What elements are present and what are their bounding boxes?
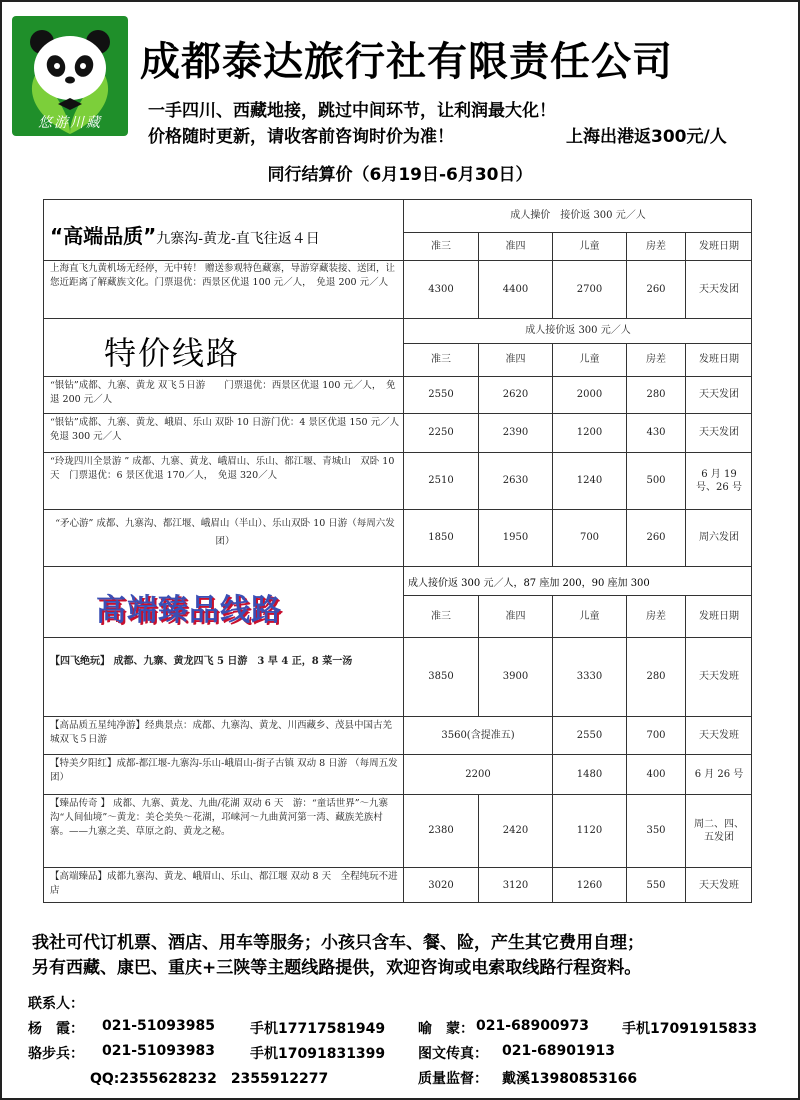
contact2-tel: 021-68900973 [476,1018,589,1034]
section1-title-rest: 九寨沟-黄龙-直飞往返４日 [156,231,320,247]
section3-row3-child: 1480 [576,768,603,780]
section3-header-zhun4: 准四 [505,610,526,622]
section1-header-date: 发班日期 [699,240,739,252]
logo-text: 悠游川藏 [38,115,102,131]
section1-price-note: 成人操价 接价返 300 元／人 [510,210,646,222]
section2-row1-desc: “银钻”成都、九寨、黄龙 双飞５日游 门票退优：西景区优退 100 元／人， 免退 200 元／人 [50,380,396,405]
section3-header-room: 房差 [646,610,666,622]
section2-row3-child: 1240 [576,475,603,487]
section2-row2-zhun4: 2390 [502,427,529,439]
section2-row2-date: 天天发团 [699,427,739,439]
section1-row1-zhun3: 4300 [428,283,454,295]
section2-row2-room: 430 [646,427,666,439]
section3-row5-desc: 【高端臻品】成都九寨沟、黄龙、峨眉山、乐山、都江堰 双动 8 天 全程纯玩不进店 [50,871,398,896]
company-title: 成都泰达旅行社有限责任公司 [140,38,673,85]
section2-row3-date: 6 月 19 号、26 号 [696,468,742,493]
section1-row1-child: 2700 [576,283,603,295]
section2-row2-desc: “银钻”成都、九寨、黄龙、峨眉、乐山 双卧 10 日游门优：4 景区优退 150 元／人免退 300 元／人 [50,417,400,442]
section1-row1-zhun4: 4400 [502,283,529,295]
section3-title: 高端臻品线路 [96,593,282,628]
section3-row4-zhun3: 2380 [428,825,454,837]
section2-row4-date: 周六发团 [699,532,739,544]
contact3-name: 骆步兵： [28,1046,84,1062]
section3-row4-child: 1120 [576,825,603,837]
contacts-label: 联系人： [28,996,84,1012]
section3-row3-room: 400 [646,768,666,780]
fax-label: 图文传真： [418,1046,488,1062]
section3-row2-desc: 【高品质五星纯净游】经典景点：成都、九寨沟、黄龙、川西藏乡、茂县中国古羌城双飞５日游 [50,720,393,745]
section2-header-room: 房差 [646,354,666,366]
footer-line1: 我社可代订机票、酒店、用车等服务；小孩只含车、餐、险，产生其它费用自理； [32,933,644,953]
section3-row1-date: 天天发班 [699,671,739,683]
section2-header-date: 发班日期 [699,354,739,366]
section3-row2-room: 700 [646,729,666,741]
section2-row1-child: 2000 [576,389,603,401]
section1-header-zhun4: 准四 [505,240,526,252]
contact3-mobile: 手机17091831399 [250,1046,386,1062]
section3-row4-desc: 【臻品传奇 】 成都、九寨、黄龙、九曲/花湖 双动 6 天 游：“童话世界”～九寨沟“人间仙境”～黄龙：美仑美奂～花湖，邛崃河～九曲黄河第一湾、藏族羌族村寨。——九寨之美、草原之韵、黄龙之秘。 [50,798,389,837]
section2-row4-child: 700 [579,532,600,544]
footer-line2: 另有西藏、康巴、重庆+三陕等主题线路提供，欢迎咨询或电索取线路行程资料。 [32,958,642,978]
section3-row3-merged: 2200 [465,768,491,780]
settlement-period: 同行结算价（6月19日-6月30日） [267,165,533,185]
price-table [43,199,752,903]
contact1-tel: 021-51093985 [102,1018,215,1034]
section1-row1-desc: 上海直飞九黄机场无经停，无中转！ 赠送参观特色藏寨，导游穿藏装接、送团，让您近距离了解藏族文化。门票退优：西景区优退 100 元／人， 免退 200 元／人 [50,263,396,288]
section2-row4-desc: “矛心游” 成都、九寨沟、都江堰、峨眉山（半山）、乐山双卧 10 日游（每周六发团） [55,518,395,548]
section2-header-zhun4: 准四 [505,354,526,366]
section3-row5-child: 1260 [576,879,603,891]
company-logo [12,16,128,136]
section2-row4-zhun3: 1850 [428,532,454,544]
section3-row4-date: 周二、四、五发团 [694,818,744,843]
contact2-mobile: 手机17091915833 [622,1021,758,1037]
section3-header-date: 发班日期 [699,610,739,622]
section2-row2-zhun3: 2250 [428,427,454,439]
section1-header-room: 房差 [646,240,666,252]
slogan-line2: 价格随时更新，请收客前咨询时价为准！ [148,127,454,147]
section1-header-zhun3: 准三 [431,240,451,252]
contact2-name: 喻 蒙： [418,1021,474,1037]
section3-row2-merged: 3560(含提准五) [441,729,515,741]
contact1-name: 杨 霞： [28,1021,84,1037]
section2-header-child: 儿童 [579,354,600,366]
section2-row4-room: 260 [646,532,666,544]
section1-row1-room: 260 [646,283,666,295]
section3-row4-room: 350 [646,825,666,837]
section3-price-note: 成人接价返 300 元／人，87 座加 200，90 座加 300 [408,577,650,589]
section3-row2-child: 2550 [576,729,603,741]
section3-row5-date: 天天发班 [699,879,739,891]
section1-title [50,220,400,249]
section3-row1-room: 280 [646,671,666,683]
section2-row2-child: 1200 [576,427,603,439]
section3-row5-zhun4: 3120 [502,879,529,891]
section3-row2-date: 天天发班 [699,729,739,741]
section3-row3-date: 6 月 26 号 [694,768,744,780]
section2-row1-date: 天天发团 [699,389,739,401]
fax-number: 021-68901913 [502,1043,615,1059]
section3-row1-child: 3330 [576,671,603,683]
section3-row5-zhun3: 3020 [428,879,454,891]
section2-title: 特价线路 [104,334,241,372]
section2-row1-zhun3: 2550 [428,389,454,401]
section3-row4-zhun4: 2420 [502,825,529,837]
section1-header-child: 儿童 [579,240,600,252]
section3-row1-zhun3: 3850 [428,671,454,683]
section3-row1-zhun4: 3900 [502,671,529,683]
section1-title-prefix: “高端品质” [50,224,157,248]
section3-header-child: 儿童 [579,610,600,622]
section1-row1-date: 天天发团 [699,283,739,295]
qq-numbers: QQ:2355628232 2355912277 [90,1071,329,1087]
section3-header-zhun3: 准三 [431,610,451,622]
contact1-mobile: 手机17717581949 [250,1021,386,1037]
section2-price-note: 成人接价返 300 元／人 [525,325,631,337]
section2-row3-room: 500 [646,475,666,487]
slogan-shanghai-rebate: 上海出港返300元/人 [566,127,727,147]
section2-row1-room: 280 [646,389,666,401]
section3-row1-desc: 【四飞绝玩】 成都、九寨、黄龙四飞 5 日游 3 早 4 正，8 菜一汤 [50,656,353,667]
section3-row5-room: 550 [646,879,666,891]
section2-row4-zhun4: 1950 [502,532,529,544]
section2-row3-zhun3: 2510 [428,475,454,487]
section2-header-zhun3: 准三 [431,354,451,366]
contact3-tel: 021-51093983 [102,1043,215,1059]
section2-row3-zhun4: 2630 [502,475,529,487]
section3-row3-desc: 【特美夕阳红】成都-都江堰-九寨沟-乐山-峨眉山-街子古镇 双动 8 日游 （每周五发团） [50,758,398,783]
slogan-line1: 一手四川、西藏地接，跳过中间环节，让利润最大化！ [148,101,556,121]
supervise-label: 质量监督： [418,1071,488,1087]
section2-row3-desc: “玲珑四川全景游 ” 成都、九寨、黄龙、峨眉山、乐山、都江堰、青城山 双卧 10 天 门票退优：6 景区优退 170／人， 免退 320／人 [50,456,395,481]
supervise-contact: 戴溪13980853166 [502,1071,638,1087]
section2-row1-zhun4: 2620 [502,389,529,401]
